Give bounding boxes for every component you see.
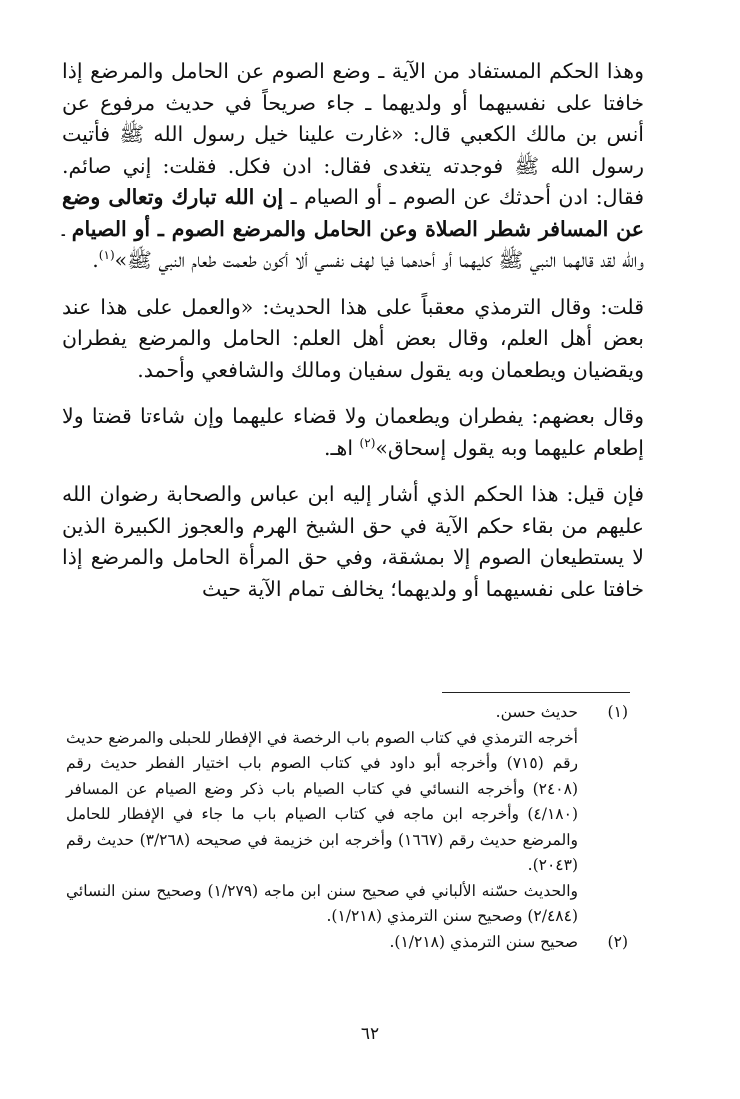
footnote-ref-1: (١) bbox=[98, 248, 115, 263]
paragraph-3 bbox=[62, 401, 644, 464]
footnote-ref-2: (٢) bbox=[359, 435, 376, 450]
main-text bbox=[62, 56, 644, 620]
paragraph-1-end: . bbox=[92, 248, 99, 272]
footnote-line: والحديث حسّنه الألباني في صحيح سنن ابن ماجه (١/٢٧٩) وصحيح سنن النسائي (٢/٤٨٤) وصحيح سنن الترمذي (١/٢١٨). bbox=[66, 881, 579, 925]
paragraph-1-text-a: وهذا الحكم المستفاد من الآية ـ وضع الصوم عن الحامل والمرضع إذا خافتا على نفسيهما أو ولديهما ـ جاء صريحاً في حديث مرفوع عن أنس بن مالك الكعبي قال: «غارت علينا خيل رسول الله ﷺ فأتيت رسول الله ﷺ فوجدته يتغدى فقال: ادن فكل. فقلت: إني صائم. فقال: ادن أحدثك عن الصوم ـ أو الصيام ـ bbox=[62, 59, 644, 209]
paragraph-4: فإن قيل: هذا الحكم الذي أشار إليه ابن عباس والصحابة رضوان الله عليهم من بقاء حكم الآية في حق الشيخ الهرم والعجوز الكبيرة الذين لا يستطيعان الصوم إلا بمشقة، وفي حق المرأة الحامل والمرضع إذا خافتا على نفسيهما أو ولديهما؛ يخالف تمام الآية حيث bbox=[62, 482, 644, 601]
footnote-line: حديث حسن. bbox=[495, 703, 578, 721]
footnote-body bbox=[66, 930, 578, 956]
footnote-separator bbox=[442, 692, 630, 693]
paragraph-1-text-c: ـ والله لقد قالهما النبي ﷺ كليهما أو أحدهما فيا لهف نفسي ألا أكون طعمت طعام النبي ﷺ» bbox=[62, 216, 644, 272]
footnote-number: (١) bbox=[607, 703, 628, 721]
footnotes bbox=[66, 700, 628, 955]
page-number: ٦٢ bbox=[360, 1024, 380, 1044]
footnote-2 bbox=[66, 930, 628, 956]
footnote-1 bbox=[66, 700, 628, 930]
paragraph-1-bold-text: إن الله تبارك وتعالى وضع عن المسافر شطر الصلاة وعن الحامل والمرضع الصوم ـ أو الصيام bbox=[62, 185, 644, 241]
paragraph-3-end: اهـ. bbox=[324, 435, 360, 460]
footnote-number: (٢) bbox=[607, 932, 628, 951]
footnote-line: أخرجه الترمذي في كتاب الصوم باب الرخصة في الإفطار للحبلى والمرضع حديث رقم (٧١٥) وأخرجه أبو داود في كتاب الصوم باب اختيار الفطر حديث رقم (٢٤٠٨) وأخرجه النسائي في كتاب الصيام باب ذكر وضع الصيام عن المسافر (٤/١٨٠) وأخرجه ابن ماجه في كتاب الصيام باب ما جاء في الإفطار للحامل والمرضع حديث رقم (١٦٦٧) وأخرجه ابن خزيمة في صحيحه (٣/٢٦٨) حديث رقم (٢٠٤٣). bbox=[66, 728, 578, 874]
footnote-line: صحيح سنن الترمذي (١/٢١٨). bbox=[389, 932, 578, 951]
paragraph-2: قلت: وقال الترمذي معقباً على هذا الحديث: «والعمل على هذا عند بعض أهل العلم، وقال بعض أهل العلم: الحامل والمرضع يفطران ويقضيان ويطعمان وبه يقول سفيان ومالك والشافعي وأحمد. bbox=[62, 294, 644, 382]
paragraph-3-text: وقال بعضهم: يفطران ويطعمان ولا قضاء عليهما وإن شاءتا قضتا ولا إطعام عليهما وبه يقول إسحاق» bbox=[62, 404, 644, 460]
footnote-body bbox=[66, 700, 578, 930]
paragraph-1 bbox=[62, 56, 644, 277]
